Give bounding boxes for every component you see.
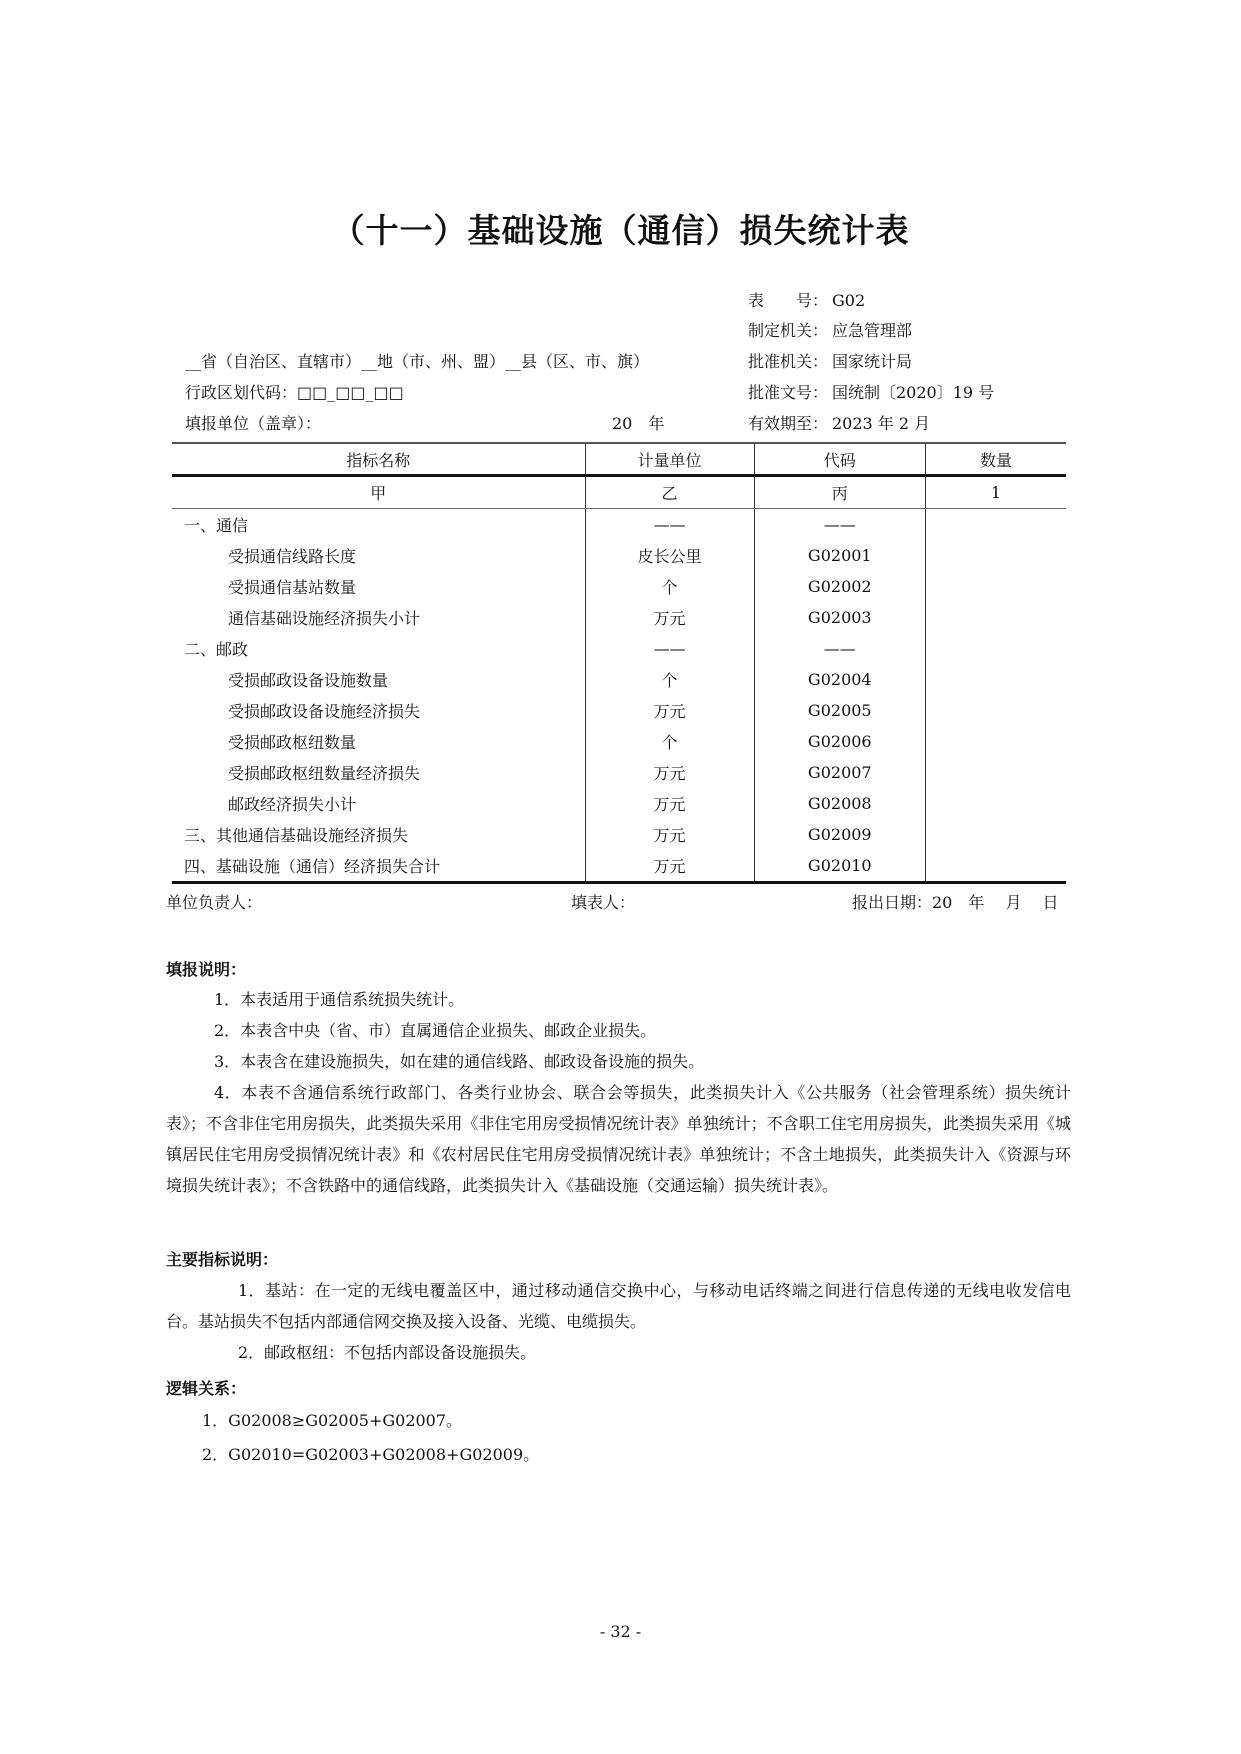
column-header-quantity: 数量 (925, 443, 1066, 476)
instructions-list (166, 984, 1071, 1201)
table-row (172, 540, 1066, 571)
table-header-row (172, 443, 1066, 476)
quantity-cell[interactable] (925, 788, 1066, 819)
indicator-name: 受损通信线路长度 (172, 540, 585, 571)
instruction-item: 4．本表不含通信系统行政部门、各类行业协会、联合会等损失，此类损失计入《公共服务（社会管理系统）损失统计表》；不含非住宅用房损失，此类损失采用《非住宅用房受损情况统计表》单独统计；不含职工住宅用房损失，此类损失采用《城镇居民住宅用房受损情况统计表》和《农村居民住宅用房受损情况统计表》单独统计；不含土地损失，此类损失计入《资源与环境损失统计表》；不含铁路中的通信线路，此类损失计入《基础设施（交通运输）损失统计表》。 (166, 1083, 1071, 1195)
indicator-note: 2．邮政枢纽：不包括内部设备设施损失。 (238, 1343, 537, 1362)
subheader-cell: 乙 (585, 476, 754, 509)
meta-issuing-authority (748, 318, 912, 341)
quantity-cell[interactable] (925, 633, 1066, 664)
table-row (172, 788, 1066, 819)
quantity-cell[interactable] (925, 850, 1066, 883)
code-cell: G02004 (754, 664, 925, 695)
subheader-cell: 1 (925, 476, 1066, 509)
code-cell: G02003 (754, 602, 925, 633)
unit-responsible-label: 单位负责人： (166, 893, 263, 912)
indicator-name: 受损通信基站数量 (172, 571, 585, 602)
indicator-name: 二、邮政 (172, 633, 585, 664)
table-row (172, 571, 1066, 602)
quantity-cell[interactable] (925, 571, 1066, 602)
page-number: - 32 - (599, 1622, 642, 1641)
table-row (172, 695, 1066, 726)
meta-label: 有效期至： (748, 414, 829, 433)
unit-cell: 万元 (585, 788, 754, 819)
unit-cell: —— (585, 509, 754, 541)
meta-label: 表 号： (748, 291, 829, 310)
subheader-cell: 丙 (754, 476, 925, 509)
unit-cell: 皮长公里 (585, 540, 754, 571)
unit-cell: 个 (585, 726, 754, 757)
indicator-name: 受损邮政设备设施数量 (172, 664, 585, 695)
meta-value: G02 (832, 291, 866, 310)
form-filler-label: 填表人： (571, 893, 636, 912)
unit-cell: 个 (585, 571, 754, 602)
table-row (172, 850, 1066, 883)
indicator-name: 受损邮政设备设施经济损失 (172, 695, 585, 726)
meta-label: 批准机关： (748, 352, 829, 371)
code-cell: G02007 (754, 757, 925, 788)
instruction-item: 1．本表适用于通信系统损失统计。 (214, 990, 465, 1009)
meta-table-number (748, 288, 865, 311)
quantity-cell[interactable] (925, 726, 1066, 757)
quantity-cell[interactable] (925, 695, 1066, 726)
indicator-name: 三、其他通信基础设施经济损失 (172, 819, 585, 850)
column-header-unit: 计量单位 (585, 443, 754, 476)
unit-cell: 个 (585, 664, 754, 695)
meta-value: 国统制〔2020〕19 号 (832, 383, 995, 402)
unit-cell: 万元 (585, 819, 754, 850)
region-line: __省（自治区、直辖市）__地（市、州、盟）__县（区、市、旗） (185, 352, 650, 371)
logic-item: 2．G02010=G02003+G02008+G02009。 (202, 1445, 540, 1464)
report-date-label: 报出日期：20 年 月 日 (852, 893, 1059, 912)
code-cell: G02010 (754, 850, 925, 883)
indicator-name: 一、通信 (172, 509, 585, 541)
quantity-cell[interactable] (925, 509, 1066, 541)
table-row (172, 509, 1066, 541)
meta-value: 国家统计局 (832, 352, 913, 371)
indicator-name: 受损邮政枢纽数量 (172, 726, 585, 757)
admin-code-value: □□_□□_□□ (297, 383, 404, 402)
meta-valid-until (748, 411, 930, 434)
table-row (172, 602, 1066, 633)
unit-cell: 万元 (585, 602, 754, 633)
quantity-cell[interactable] (925, 540, 1066, 571)
code-cell: G02002 (754, 571, 925, 602)
meta-label: 制定机关： (748, 321, 829, 340)
indicators-list (166, 1275, 1071, 1368)
table-row (172, 819, 1066, 850)
reporting-unit-label: 填报单位（盖章）： (185, 414, 322, 433)
meta-approving-authority (748, 349, 912, 372)
table-row (172, 726, 1066, 757)
indicators-heading: 主要指标说明： (166, 1250, 279, 1269)
meta-approval-number (748, 380, 994, 403)
admin-code-label: 行政区划代码： (185, 383, 298, 402)
quantity-cell[interactable] (925, 602, 1066, 633)
instruction-item: 3．本表含在建设施损失，如在建的通信线路、邮政设备设施的损失。 (214, 1052, 705, 1071)
column-header-code: 代码 (754, 443, 925, 476)
code-cell: G02001 (754, 540, 925, 571)
code-cell: —— (754, 633, 925, 664)
instruction-item: 2．本表含中央（省、市）直属通信企业损失、邮政企业损失。 (214, 1021, 657, 1040)
indicator-note: 1．基站：在一定的无线电覆盖区中，通过移动通信交换中心，与移动电话终端之间进行信息传递的无线电收发信电台。基站损失不包括内部通信网交换及接入设备、光缆、电缆损失。 (166, 1281, 1071, 1331)
page-title: （十一）基础设施（通信）损失统计表 (331, 211, 910, 250)
table-row (172, 664, 1066, 695)
indicator-name: 邮政经济损失小计 (172, 788, 585, 819)
logic-item: 1．G02008≥G02005+G02007。 (202, 1411, 463, 1430)
quantity-cell[interactable] (925, 757, 1066, 788)
code-cell: —— (754, 509, 925, 541)
quantity-cell[interactable] (925, 664, 1066, 695)
column-header-indicator: 指标名称 (172, 443, 585, 476)
code-cell: G02005 (754, 695, 925, 726)
unit-cell: 万元 (585, 695, 754, 726)
admin-code (185, 380, 404, 403)
code-cell: G02008 (754, 788, 925, 819)
table-row (172, 757, 1066, 788)
report-year: 20 年 (612, 414, 665, 433)
code-cell: G02009 (754, 819, 925, 850)
meta-value: 2023 年 2 月 (832, 414, 931, 433)
unit-cell: 万元 (585, 850, 754, 883)
table-subheader-row (172, 476, 1066, 509)
meta-value: 应急管理部 (832, 321, 913, 340)
loss-statistics-table (172, 442, 1066, 884)
instructions-heading: 填报说明： (166, 960, 247, 979)
subheader-cell: 甲 (172, 476, 585, 509)
code-cell: G02006 (754, 726, 925, 757)
logic-list (166, 1404, 1071, 1472)
unit-cell: 万元 (585, 757, 754, 788)
indicator-name: 四、基础设施（通信）经济损失合计 (172, 850, 585, 883)
unit-cell: —— (585, 633, 754, 664)
indicator-name: 受损邮政枢纽数量经济损失 (172, 757, 585, 788)
table-row (172, 633, 1066, 664)
meta-label: 批准文号： (748, 383, 829, 402)
quantity-cell[interactable] (925, 819, 1066, 850)
logic-heading: 逻辑关系： (166, 1379, 247, 1398)
indicator-name: 通信基础设施经济损失小计 (172, 602, 585, 633)
